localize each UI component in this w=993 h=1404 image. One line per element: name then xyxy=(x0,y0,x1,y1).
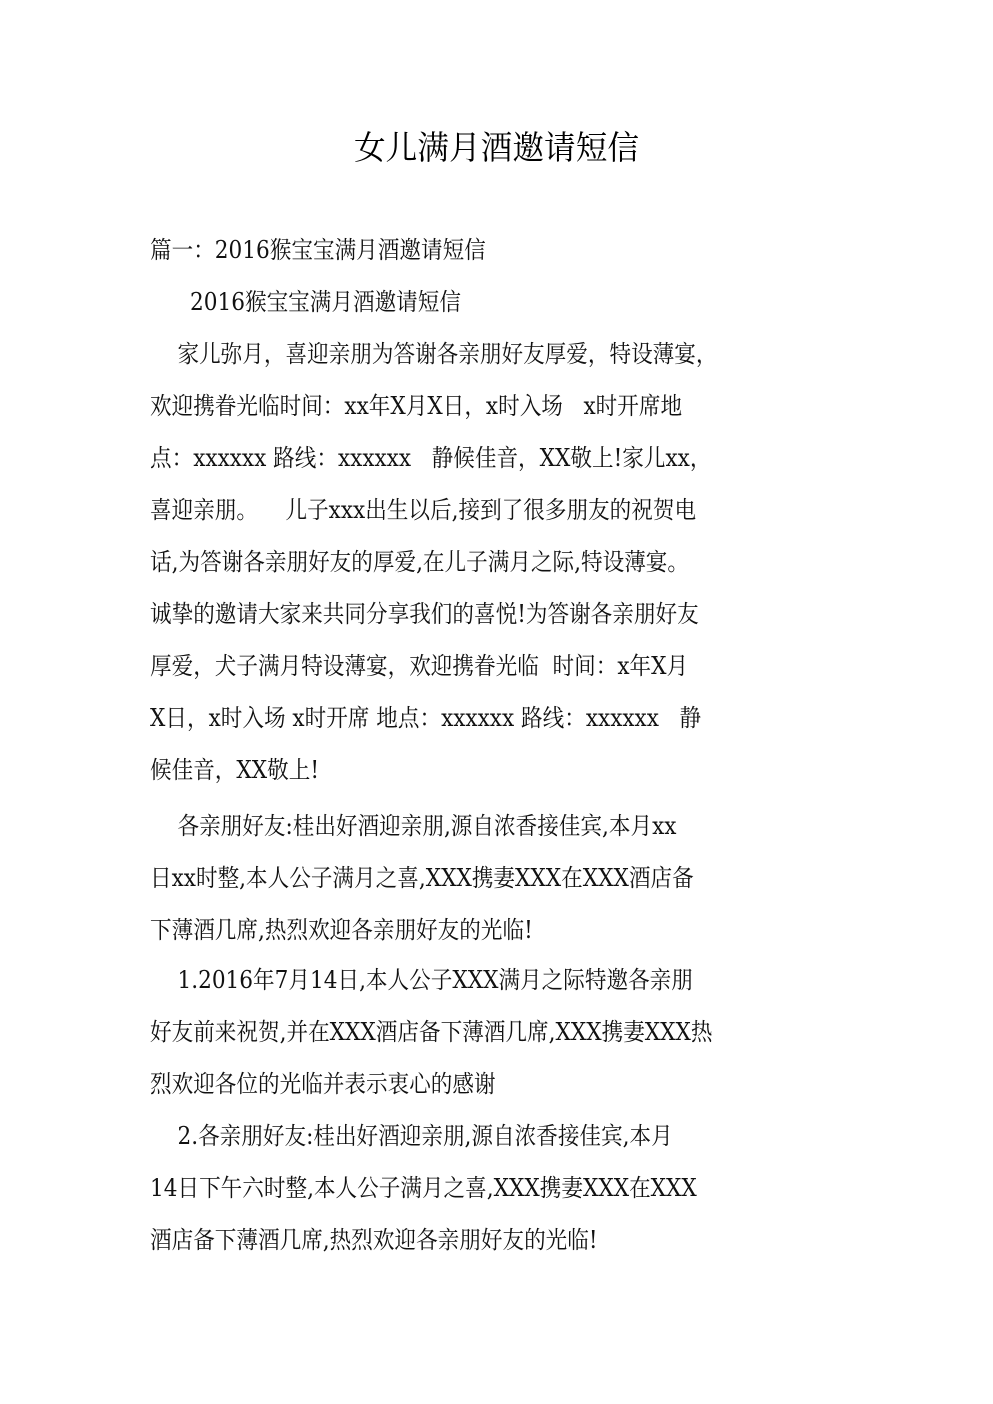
body-line: X日，x时入场 x时开席 地点：xxxxxx 路线：xxxxxx 静 xyxy=(150,704,702,732)
document-title: 女儿满月酒邀请短信 xyxy=(353,128,640,167)
list-item-2-line: 2.各亲朋好友:桂出好酒迎亲朋,源自浓香接佳宾,本月 xyxy=(150,1122,673,1150)
body-line: 喜迎亲朋。 儿子xxx出生以后,接到了很多朋友的祝贺电 xyxy=(150,496,697,524)
body-line: 候佳音，XX敬上! xyxy=(150,756,320,784)
body-line: 家儿弥月，喜迎亲朋为答谢各亲朋好友厚爱，特设薄宴， xyxy=(150,340,718,368)
subheading: 2016猴宝宝满月酒邀请短信 xyxy=(190,288,461,316)
body-line: 诚挚的邀请大家来共同分享我们的喜悦!为答谢各亲朋好友 xyxy=(150,600,699,628)
body-line: 各亲朋好友:桂出好酒迎亲朋,源自浓香接佳宾,本月xx xyxy=(150,812,677,840)
list-item-1-line: 1.2016年7月14日,本人公子XXX满月之际特邀各亲朋 xyxy=(150,966,693,994)
body-line: 厚爱，犬子满月特设薄宴，欢迎携眷光临 时间：x年X月 xyxy=(150,652,689,680)
body-line: 欢迎携眷光临时间：xx年X月X日，x时入场 x时开席地 xyxy=(150,392,683,420)
list-item-2-line: 14日下午六时整,本人公子满月之喜,XXX携妻XXX在XXX xyxy=(150,1174,697,1202)
body-line: 下薄酒几席,热烈欢迎各亲朋好友的光临! xyxy=(150,916,533,944)
list-item-2-line: 酒店备下薄酒几席,热烈欢迎各亲朋好友的光临! xyxy=(150,1226,598,1254)
list-item-1-line: 好友前来祝贺,并在XXX酒店备下薄酒几席,XXX携妻XXX热 xyxy=(150,1018,713,1046)
section-heading: 篇一：2016猴宝宝满月酒邀请短信 xyxy=(150,236,486,264)
body-line: 话,为答谢各亲朋好友的厚爱,在儿子满月之际,特设薄宴。 xyxy=(150,548,690,576)
body-line: 点：xxxxxx 路线：xxxxxx 静候佳音，XX敬上!家儿xx， xyxy=(150,444,712,472)
body-line: 日xx时整,本人公子满月之喜,XXX携妻XXX在XXX酒店备 xyxy=(150,864,694,892)
list-item-1-line: 烈欢迎各位的光临并表示衷心的感谢 xyxy=(150,1070,496,1098)
